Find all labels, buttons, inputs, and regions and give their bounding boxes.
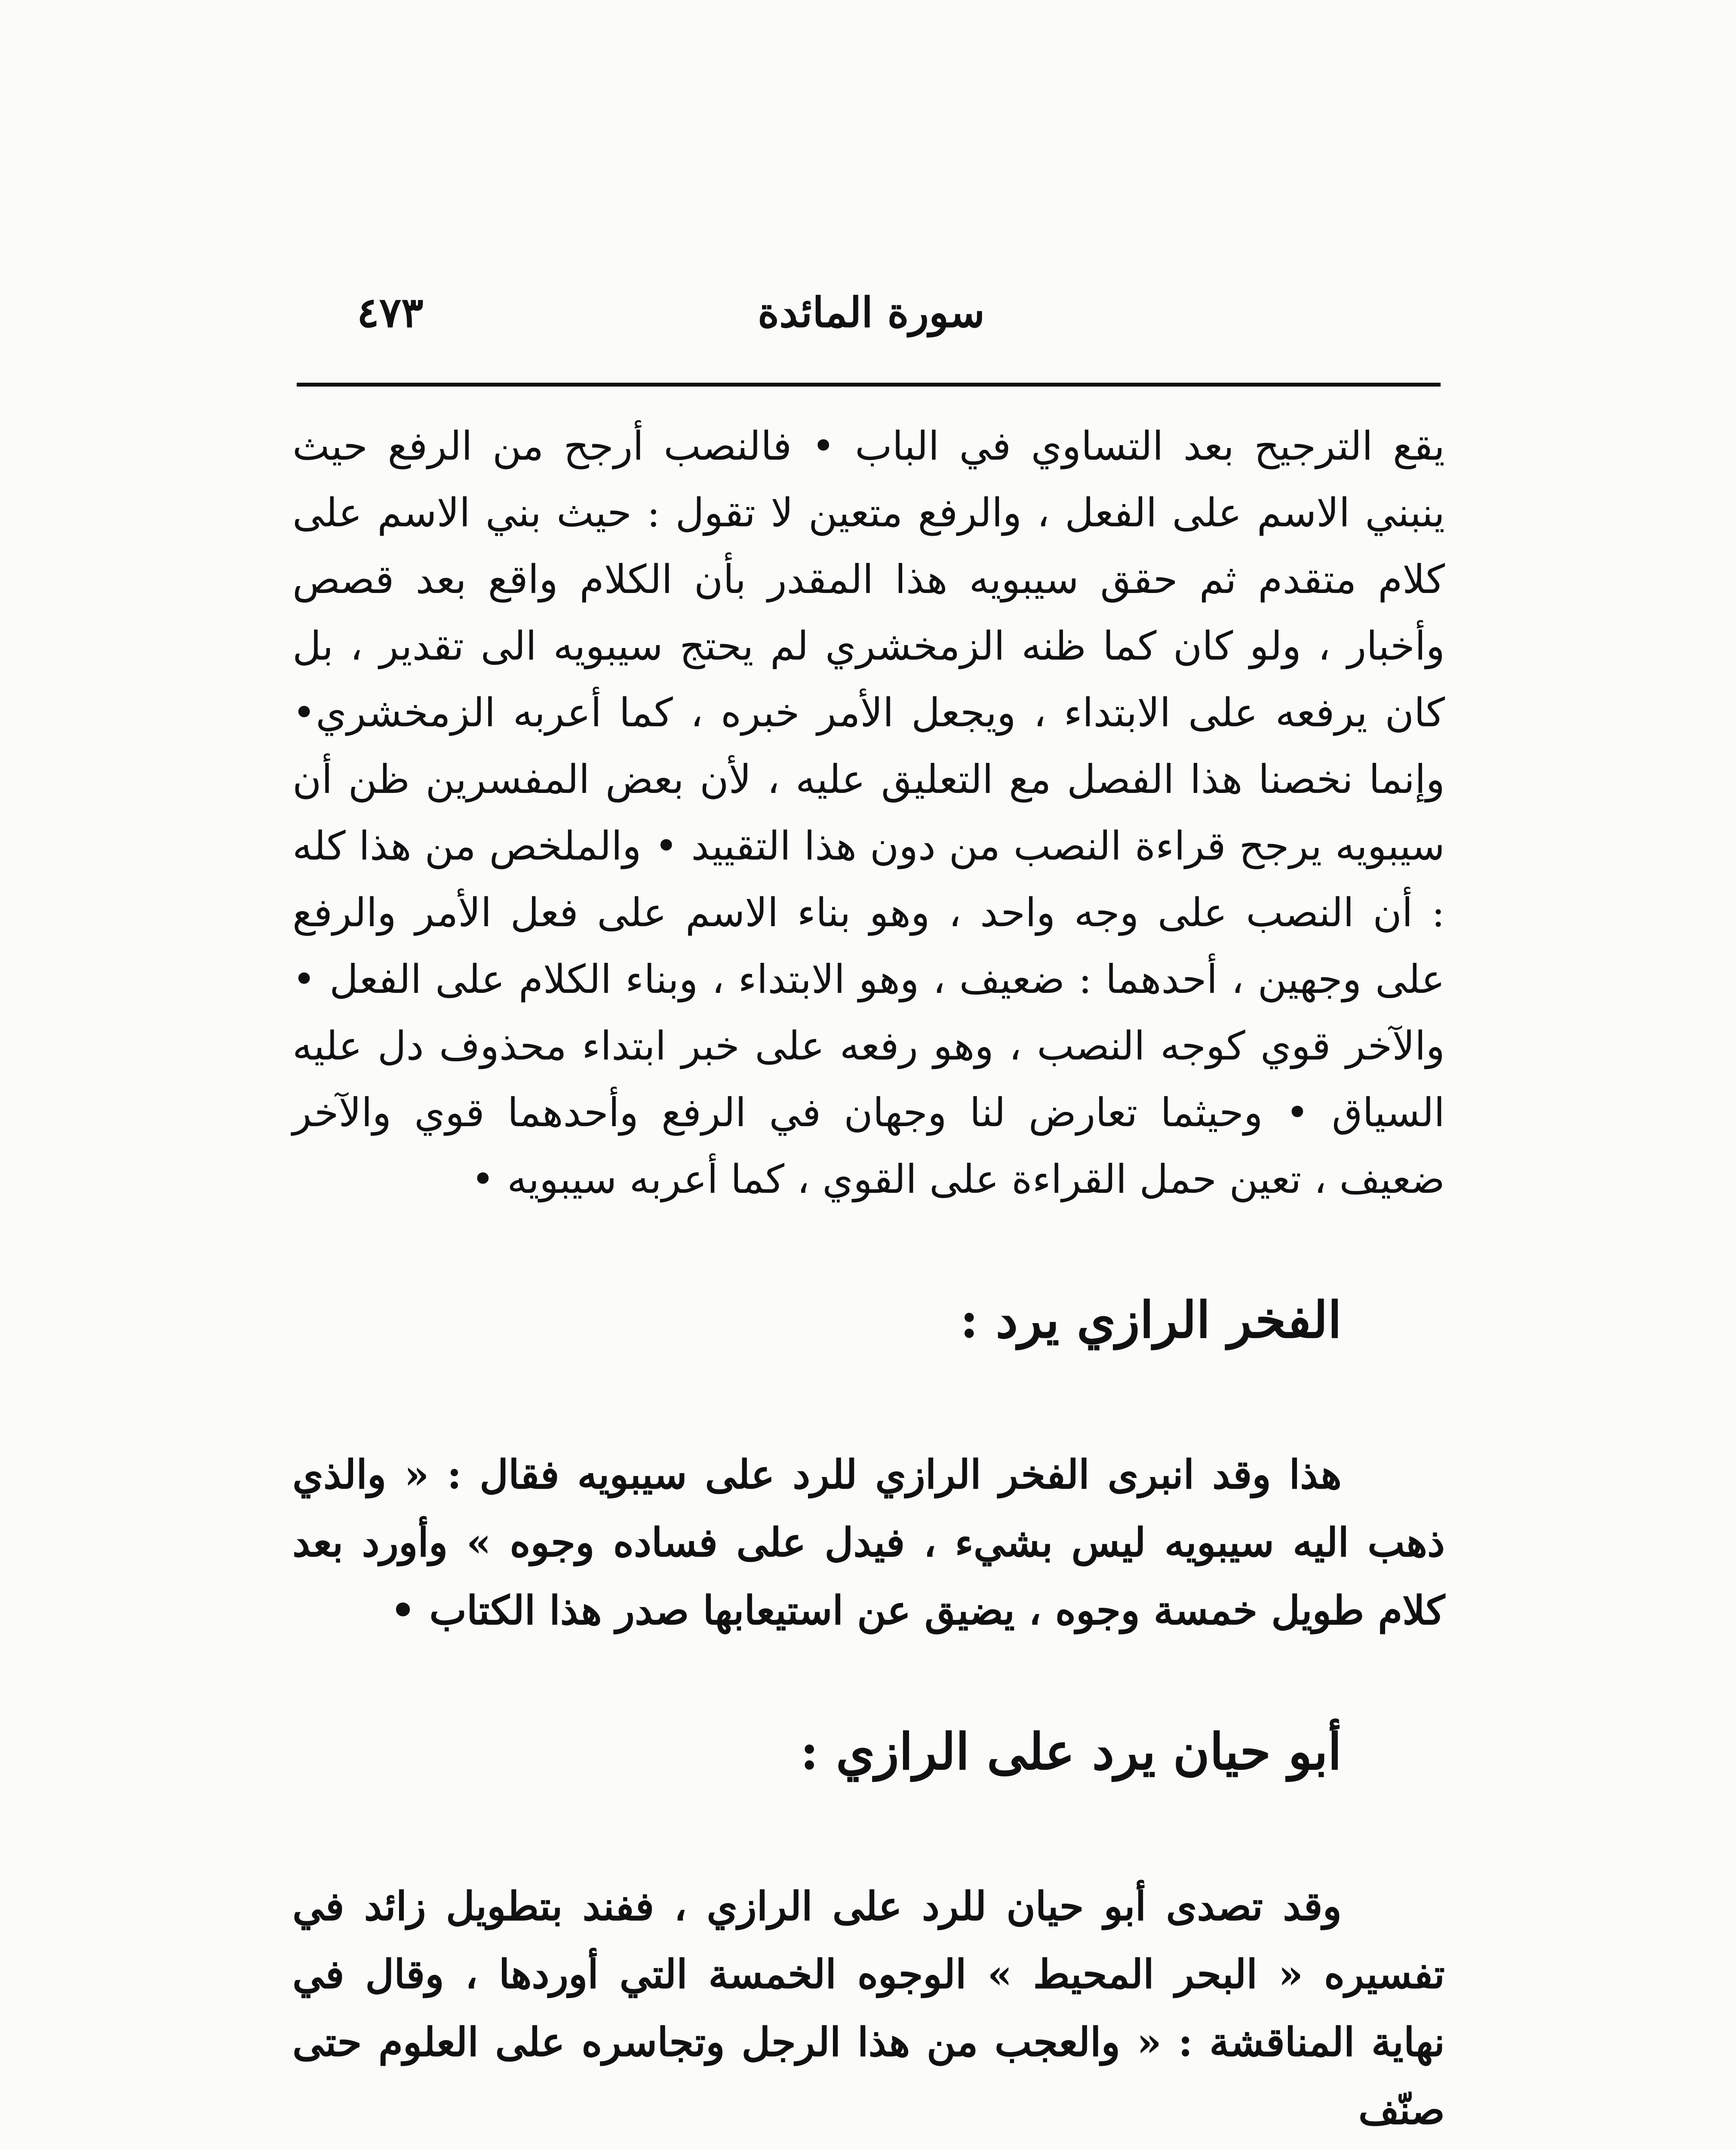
header-rule — [297, 383, 1441, 387]
page-number: ٤٧٣ — [357, 288, 424, 337]
spacer — [292, 1786, 1445, 1872]
running-title: سورة المائدة — [757, 288, 985, 337]
spacer — [292, 1644, 1445, 1717]
page-header — [301, 275, 1436, 361]
spacer — [292, 1213, 1445, 1286]
body-paragraph: يقع الترجيح بعد التساوي في الباب • فالنصب أرجح من الرفع حيث ينبني الاسم على الفعل ، والرفع متعين لا تقول : حيث بني الاسم على كلام متقدم ثم حقق سيبويه هذا المقدر بأن الكلام واقع بعد قصص وأخبار ، ولو كان كما ظنه الزمخشري لم يحتج سيبويه الى تقدير ، بل كان يرفعه على الابتداء ، ويجعل الأمر خبره ، كما أعربه الزمخشري• وإنما نخصنا هذا الفصل مع التعليق عليه ، لأن بعض المفسرين ظن أن سيبويه يرجح قراءة النصب من دون هذا التقييد • والملخص من هذا كله : أن النصب على وجه واحد ، وهو بناء الاسم على فعل الأمر والرفع على وجهين ، أحدهما : ضعيف ، وهو الابتداء ، وبناء الكلام على الفعل • والآخر قوي كوجه النصب ، وهو رفعه على خبر ابتداء محذوف دل عليه السياق • وحيثما تعارض لنا وجهان في الرفع وأحدهما قوي والآخر ضعيف ، تعين حمل القراءة على القوي ، كما أعربه سيبويه • — [292, 423, 1445, 1202]
body-paragraph: وقد تصدى أبو حيان للرد على الرازي ، ففند بتطويل زائد في تفسيره « البحر المحيط » الوجوه الخمسة التي أوردها ، وقال في نهاية المناقشة : « والعجب من هذا الرجل وتجاسره على العلوم حتى صنّف — [292, 1883, 1445, 2133]
section-heading: الفخر الرازي يرد : — [960, 1291, 1342, 1349]
page-content — [292, 413, 1445, 2144]
spacer — [292, 1354, 1445, 1440]
section-heading: أبو حيان يرد على الرازي : — [800, 1723, 1342, 1781]
body-paragraph: هذا وقد انبرى الفخر الرازي للرد على سيبويه فقال : « والذي ذهب اليه سيبويه ليس بشيء ، فيدل على فساده وجوه » وأورد بعد كلام طويل خمسة وجوه ، يضيق عن استيعابها صدر هذا الكتاب • — [292, 1451, 1445, 1634]
